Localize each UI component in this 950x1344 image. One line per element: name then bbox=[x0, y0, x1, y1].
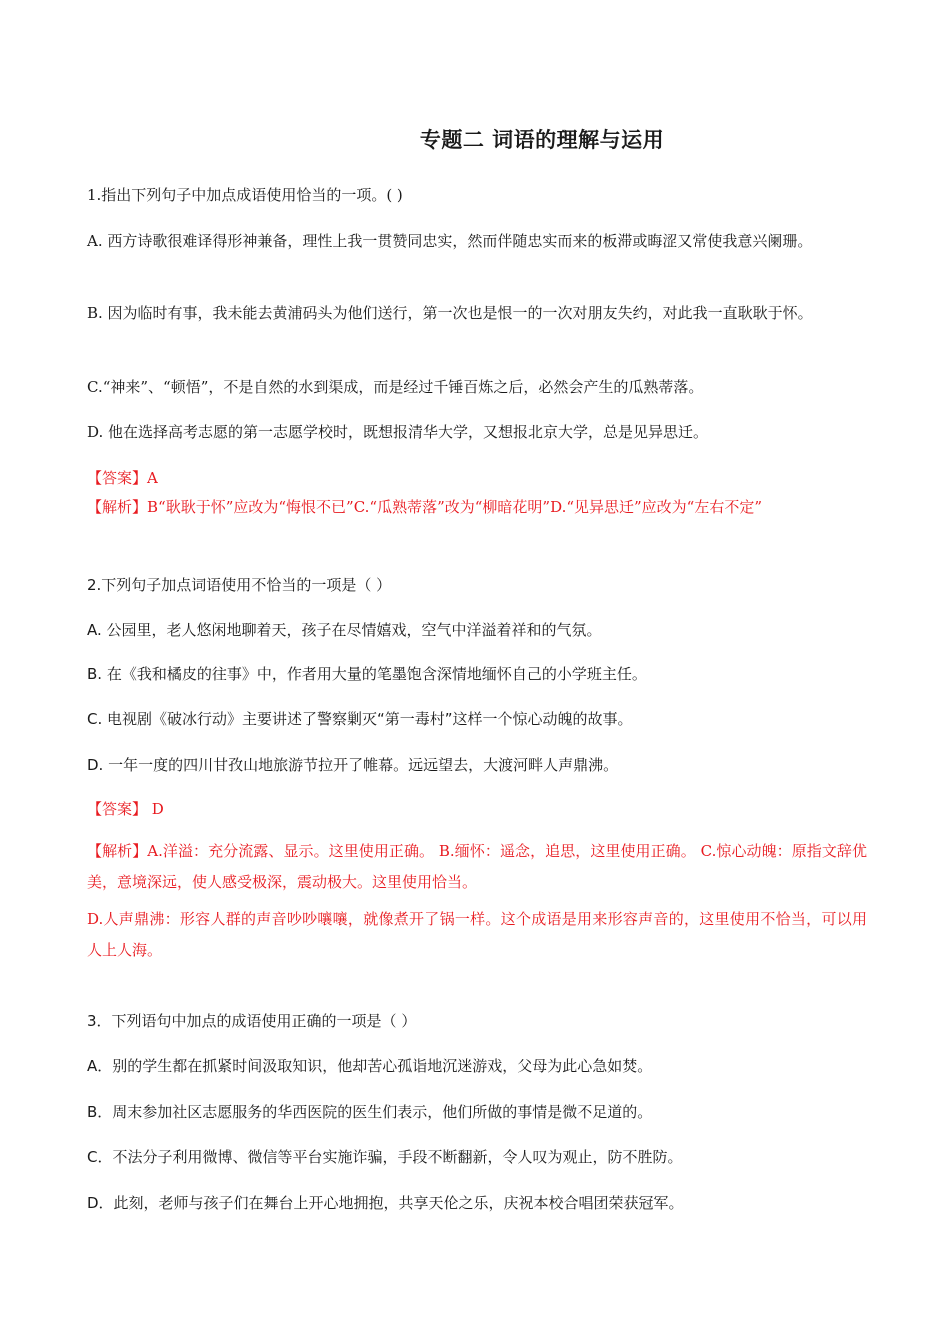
question-2-stem: 2.下列句子加点词语使用不恰当的一项是（ ） bbox=[87, 576, 392, 594]
question-3-stem: 3．下列语句中加点的成语使用正确的一项是（ ） bbox=[87, 1012, 417, 1030]
question-1-answer: 【答案】A bbox=[87, 469, 158, 487]
question-2-analysis-d: D.人声鼎沸：形容人群的声音吵吵嚷嚷，就像煮开了锅一样。这个成语是用来形容声音的，这里使用不恰当，可以用人上人海。 bbox=[87, 910, 867, 959]
question-2-option-a: A. 公园里，老人悠闲地聊着天，孩子在尽情嬉戏，空气中洋溢着祥和的气氛。 bbox=[87, 621, 602, 639]
question-2-option-d: D. 一年一度的四川甘孜山地旅游节拉开了帷幕。远远望去，大渡河畔人声鼎沸。 bbox=[87, 756, 619, 774]
question-2-answer: 【答案】 D bbox=[87, 800, 164, 818]
question-1-option-a: A. 西方诗歌很难译得形神兼备，理性上我一贯赞同忠实，然而伴随忠实而来的板滞或晦涩又常使我意兴阑珊。 bbox=[87, 232, 813, 250]
question-1-option-c: C.“神来”、“顿悟”，不是自然的水到渠成，而是经过千锤百炼之后，必然会产生的瓜熟蒂落。 bbox=[87, 378, 704, 396]
page-title: 专题二 词语的理解与运用 bbox=[419, 128, 665, 152]
question-1-analysis: 【解析】B“耿耿于怀”应改为“悔恨不已”C.“瓜熟蒂落”改为“柳暗花明”D.“见异思迁”应改为“左右不定” bbox=[87, 498, 763, 516]
question-2-analysis: 【解析】A.洋溢：充分流露、显示。这里使用正确。 B.缅怀：遥念，追思，这里使用正确。 C.惊心动魄：原指文辞优美，意境深远，使人感受极深，震动极大。这里使用恰当。 bbox=[87, 842, 867, 891]
question-2-option-b: B. 在《我和橘皮的往事》中，作者用大量的笔墨饱含深情地缅怀自己的小学班主任。 bbox=[87, 665, 647, 683]
question-1-option-b: B. 因为临时有事，我未能去黄浦码头为他们送行，第一次也是恨一的一次对朋友失约，对此我一直耿耿于怀。 bbox=[87, 304, 813, 322]
question-3-option-b: B．周末参加社区志愿服务的华西医院的医生们表示，他们所做的事情是微不足道的。 bbox=[87, 1103, 653, 1121]
question-3-option-d: D．此刻，老师与孩子们在舞台上开心地拥抱，共享天伦之乐，庆祝本校合唱团荣获冠军。 bbox=[87, 1194, 684, 1212]
question-3-option-a: A．别的学生都在抓紧时间汲取知识，他却苦心孤诣地沉迷游戏，父母为此心急如焚。 bbox=[87, 1057, 653, 1075]
question-1-option-d: D. 他在选择高考志愿的第一志愿学校时，既想报清华大学，又想报北京大学，总是见异思迁。 bbox=[87, 423, 709, 441]
question-2-option-c: C. 电视剧《破冰行动》主要讲述了警察剿灭“第一毒村”这样一个惊心动魄的故事。 bbox=[87, 710, 633, 728]
question-3-option-c: C．不法分子利用微博、微信等平台实施诈骗，手段不断翻新，令人叹为观止，防不胜防。 bbox=[87, 1148, 683, 1166]
question-1-stem: 1.指出下列句子中加点成语使用恰当的一项。( ) bbox=[87, 186, 403, 204]
